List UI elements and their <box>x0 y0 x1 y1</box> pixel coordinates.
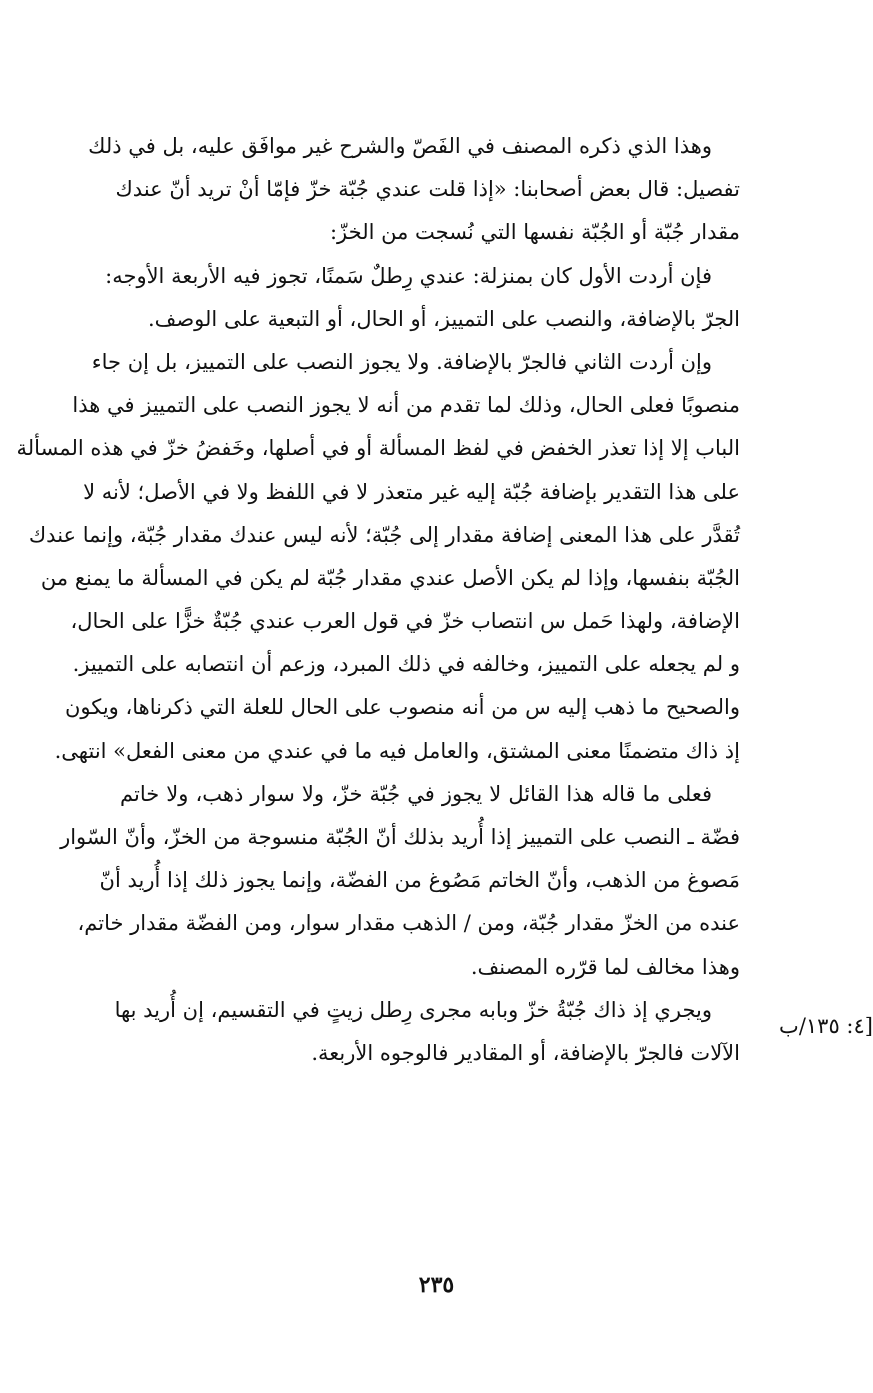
text-line: والصحيح ما ذهب إليه س من أنه منصوب على الحال للعلة التي ذكرناها، ويكون <box>64 695 740 720</box>
text-line: تُقدَّر على هذا المعنى إضافة مقدار إلى جُبّة؛ لأنه ليس عندك مقدار جُبّة، وإنما عندك <box>28 522 740 547</box>
text-line: إذ ذاك متضمنًا معنى المشتق، والعامل فيه ما في عندي من معنى الفعل» انتهى. <box>54 738 740 763</box>
manuscript-folio-note: [٤: ١٣٥/ب <box>779 1014 873 1038</box>
text-line: الجرّ بالإضافة، والنصب على التمييز، أو الحال، أو التبعية على الوصف. <box>147 306 740 331</box>
text-line: وإن أردت الثاني فالجرّ بالإضافة. ولا يجوز النصب على التمييز، بل إن جاء <box>91 349 712 374</box>
text-line: ويجري إذ ذاك جُبّةُ خزّ وبابه مجرى رِطل زيتٍ في التقسيم، إن أُريد بها <box>114 997 712 1022</box>
text-line: الباب إلا إذا تعذر الخفض في لفظ المسألة أو في أصلها، وخَفضُ خزّ في هذه المسألة <box>16 436 740 461</box>
text-line: وهذا الذي ذكره المصنف في الفَصّ والشرح غير موافَق عليه، بل في ذلك <box>88 134 712 158</box>
text-line: مقدار جُبّة أو الجُبّة نفسها التي نُسجت من الخزّ: <box>329 220 740 245</box>
page-number: ٢٣٥ <box>418 1272 455 1298</box>
text-line: فإن أردت الأول كان بمنزلة: عندي رِطلٌ سَمنًا، تجوز فيه الأربعة الأوجه: <box>105 263 712 288</box>
text-line: الإضافة، ولهذا حَمل س انتصاب خزّ في قول العرب عندي جُبّةٌ خزًّا على الحال، <box>70 609 740 634</box>
text-line: منصوبًا فعلى الحال، وذلك لما تقدم من أنه لا يجوز النصب على التمييز في هذا <box>72 393 740 418</box>
text-line: فعلى ما قاله هذا القائل لا يجوز في جُبّة خزّ، ولا سوار ذهب، ولا خاتم <box>120 781 712 806</box>
text-line: على هذا التقدير بإضافة جُبّة إليه غير متعذر لا في اللفظ ولا في الأصل؛ لأنه لا <box>83 479 740 504</box>
text-line: عنده من الخزّ مقدار جُبّة، ومن / الذهب مقدار سوار، ومن الفضّة مقدار خاتم، <box>77 911 740 936</box>
text-line: فضّة ـ النصب على التمييز إذا أُريد بذلك أنّ الجُبّة منسوجة من الخزّ، وأنّ السّوار <box>60 825 740 849</box>
text-line: تفصيل: قال بعض أصحابنا: «إذا قلت عندي جُبّة خزّ فإمّا أنْ تريد أنّ عندك <box>115 177 740 202</box>
text-line: الآلات فالجرّ بالإضافة، أو المقادير فالوجوه الأربعة. <box>311 1040 740 1065</box>
text-line: وهذا مخالف لما قرّره المصنف. <box>470 954 740 979</box>
page-body <box>16 125 740 1075</box>
text-line: الجُبّة بنفسها، وإذا لم يكن الأصل عندي مقدار جُبّة لم يكن في المسألة ما يمنع من <box>40 565 740 590</box>
text-line: و لم يجعله على التمييز، وخالفه في ذلك المبرد، وزعم أن انتصابه على التمييز. <box>72 652 740 677</box>
text-line: مَصوغ من الذهب، وأنّ الخاتم مَصُوغ من الفضّة، وإنما يجوز ذلك إذا أُريد أنّ <box>99 868 740 893</box>
